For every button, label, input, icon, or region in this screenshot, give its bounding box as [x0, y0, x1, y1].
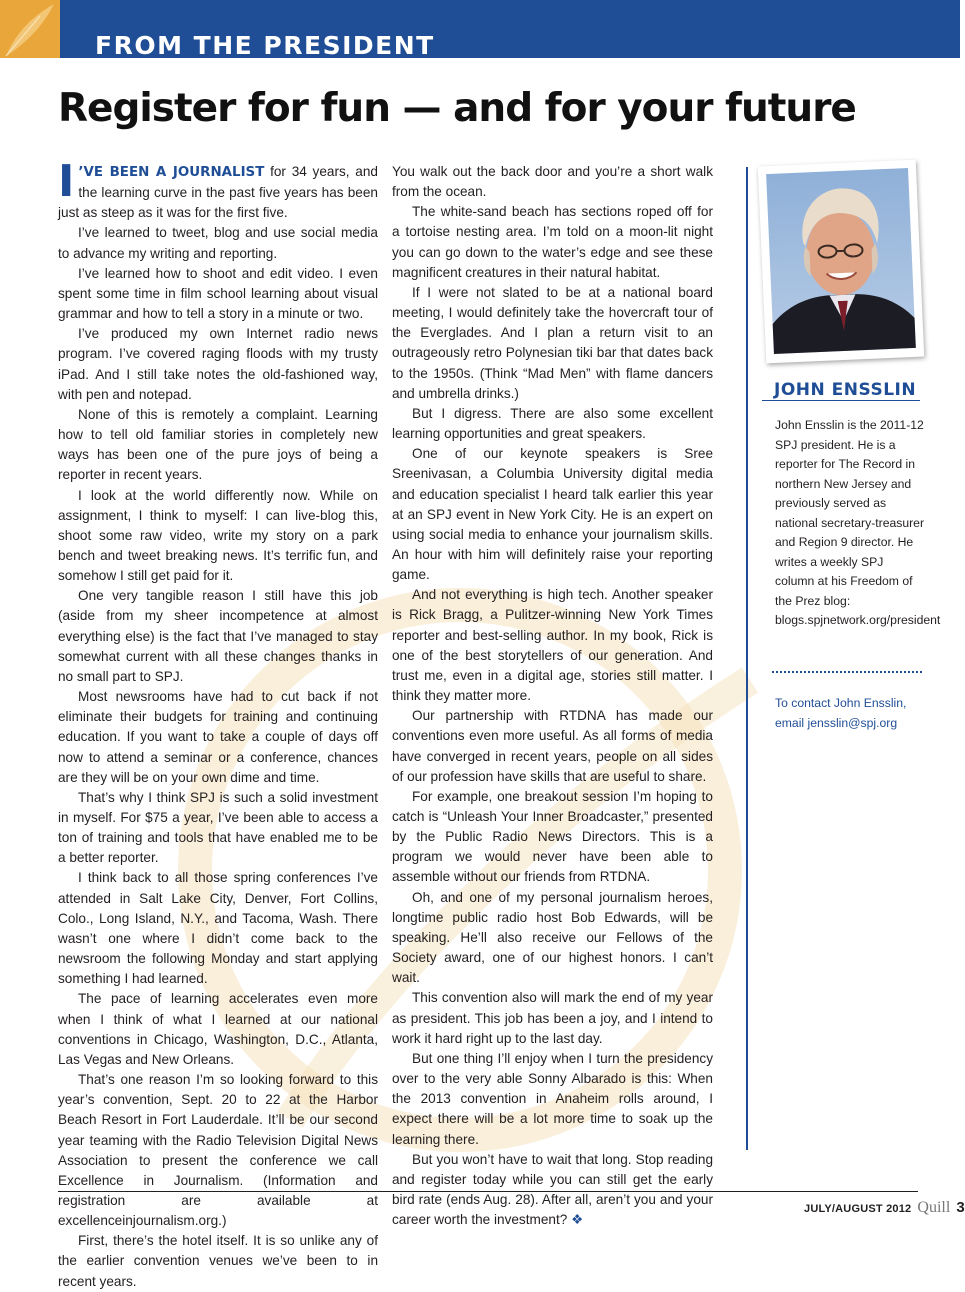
article-paragraph: That’s why I think SPJ is such a solid investment in myself. For $75 a year, I’ve been able to access a ton of training and tools that have enabled me to be a better reporter.: [58, 788, 378, 869]
article-paragraph: [58, 162, 378, 223]
footer-rule: [58, 1191, 918, 1192]
article-paragraph: Oh, and one of my personal journalism heroes, longtime public radio host Bob Edwards, will be speaking. He’ll also receive our Fellows of the Society award, one of our highest honors. I can’t wait.: [392, 888, 713, 989]
quill-logo-block: [0, 0, 60, 58]
article-paragraph: One of our keynote speakers is Sree Sreenivasan, a Columbia University digital media and education specialist I heard talk earlier this year at an SPJ event in New York City. He is an expert on using social media to enhance your journalism skills. An hour with him will definitely raise your reporting game.: [392, 444, 713, 585]
sidebar-divider: [746, 167, 748, 1150]
article-paragraph: The pace of learning accelerates even more when I think of what I learned at our national conventions in Chicago, Washington, D.C., Atlanta, Las Vegas and New Orleans.: [58, 989, 378, 1070]
author-name: JOHN ENSSLIN: [774, 380, 916, 400]
issue-date: JULY/AUGUST 2012: [804, 1203, 911, 1215]
article-paragraph: Our partnership with RTDNA has made our conventions even more useful. As all forms of media have converged in recent years, people on all sides of our profession have skills that are useful to share.: [392, 706, 713, 787]
article-paragraph: This convention also will mark the end of my year as president. This job has been a joy, and I intend to work it hard right up to the last day.: [392, 988, 713, 1048]
article-paragraph: But one thing I’ll enjoy when I turn the presidency over to the very able Sonny Albarado is this: When the 2013 convention in Anaheim rolls around, I expect there will be a lot more time to soak up the learning there.: [392, 1049, 713, 1150]
article-paragraph: Most newsrooms have had to cut back if not eliminate their budgets for training and continuing education. If you want to take a couple of days off now to attend a seminar or a conference, chances are they will be on your own dime and time.: [58, 687, 378, 788]
article-paragraph: None of this is remotely a complaint. Learning how to tell old familiar stories in completely new ways has been one of the pure joys of being a reporter in recent years.: [58, 405, 378, 486]
article-paragraph: I’ve learned how to shoot and edit video. I even spent some time in film school learning about visual grammar and how to tell a story in a minute or two.: [58, 264, 378, 324]
article-paragraph: I’ve learned to tweet, blog and use social media to advance my writing and reporting.: [58, 223, 378, 263]
article-paragraph: I look at the world differently now. While on assignment, I think to myself: I can live-blog this, shoot some raw video, write my story on a park bench and tweet breaking news. It’s terrific fun, and somehow I still get paid for it.: [58, 486, 378, 587]
article-column-2: [392, 162, 713, 1230]
paragraph-text: for 34 years, and the learning curve in the past five years has been just as steep as it was for the first five.: [58, 164, 378, 220]
paragraph-text: But you won’t have to wait that long. Stop reading and register today while you can still get the early bird rate (ends Aug. 28). After all, aren’t you and your career worth the investment?: [392, 1152, 713, 1227]
article-paragraph: If I were not slated to be at a national board meeting, I would definitely take the hovercraft tour of the Everglades. And I plan a return visit to an outrageously retro Polynesian tiki bar that dates back to the 1950s. (Think “Mad Men” with flame dancers and umbrella drinks.): [392, 283, 713, 404]
drop-cap: I: [58, 164, 74, 200]
article-paragraph: I’ve produced my own Internet radio news program. I’ve covered raging floods with my trusty iPad. And I still take notes the old-fashioned way, with pen and notepad.: [58, 324, 378, 405]
page-footer: [804, 1199, 965, 1217]
page-number: 3: [956, 1199, 964, 1216]
magazine-name: Quill: [917, 1199, 950, 1216]
lead-in: ’VE BEEN A JOURNALIST: [78, 165, 264, 180]
article-column-1: [58, 162, 378, 1292]
sidebar-dotted-divider: [772, 671, 922, 673]
end-mark-icon: ❖: [567, 1212, 583, 1227]
author-contact: To contact John Ensslin, email jensslin@spj.org: [775, 694, 925, 733]
author-bio: John Ensslin is the 2011-12 SPJ president. He is a reporter for The Record in northern New Jersey and previously served as national secretary-treasurer and Region 9 director. He writes a weekly SPJ column at his Freedom of the Prez blog: blogs.spjnetwork.org/president: [775, 416, 925, 631]
author-name-underline: [762, 400, 920, 401]
article-paragraph: One very tangible reason I still have this job (aside from my sheer incompetence at almost everything else) is the fact that I’ve managed to stay somewhat current with all these changes thanks in no small part to SPJ.: [58, 586, 378, 687]
author-portrait-image: [766, 168, 916, 354]
headline: Register for fun — and for your future: [58, 86, 856, 131]
article-paragraph: That’s one reason I’m so looking forward to this year’s convention, Sept. 20 to 22 at the Harbor Beach Resort in Fort Lauderdale. It’ll be our second year teaming with the Radio Television Digital News Association to present the conference we call Excellence in Journalism. (Information and registration are available at excellenceinjournalism.org.): [58, 1070, 378, 1231]
article-paragraph: You walk out the back door and you’re a short walk from the ocean.: [392, 162, 713, 202]
article-paragraph: But I digress. There are also some excellent learning opportunities and great speakers.: [392, 404, 713, 444]
author-photo: [758, 160, 924, 364]
quill-feather-icon: [0, 0, 60, 58]
article-paragraph: I think back to all those spring conferences I’ve attended in Salt Lake City, Denver, Fort Collins, Colo., Long Island, N.Y., and Tacoma, Wash. There wasn’t one where I didn’t come back to the newsroom the following Monday and start applying something I had learned.: [58, 868, 378, 989]
article-paragraph: And not everything is high tech. Another speaker is Rick Bragg, a Pulitzer-winning New York Times reporter and best-selling author. In my book, Rick is one of the best storytellers of our generation. And trust me, even in a digital age, stories still matter. I think they matter more.: [392, 585, 713, 706]
article-paragraph: [392, 1150, 713, 1231]
article-paragraph: For example, one breakout session I’m hoping to catch is “Unleash Your Inner Broadcaster,” presented by the Public Radio News Directors. This is a program we would never have been able to assemble without our friends from RTDNA.: [392, 787, 713, 888]
article-paragraph: First, there’s the hotel itself. It is so unlike any of the earlier convention venues we’ve been to in recent years.: [58, 1231, 378, 1291]
section-label: FROM THE PRESIDENT: [95, 33, 435, 58]
article-paragraph: The white-sand beach has sections roped off for a tortoise nesting area. I’m told on a moon-lit night you can go down to the water’s edge and see these magnificent creatures in their natural habitat.: [392, 202, 713, 283]
